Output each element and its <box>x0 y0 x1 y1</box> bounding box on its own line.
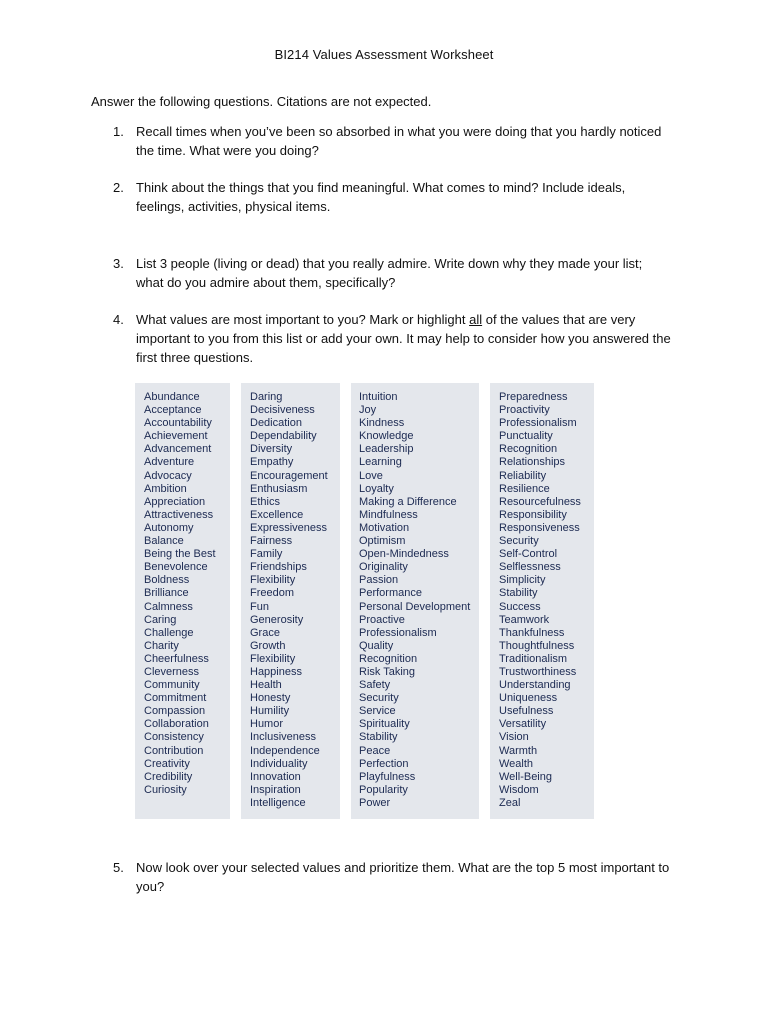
value-item: Advancement <box>144 443 212 456</box>
value-item: Collaboration <box>144 718 209 731</box>
value-item: Motivation <box>359 521 410 534</box>
value-item: Optimism <box>359 535 406 548</box>
question-number: 1. <box>113 124 124 139</box>
value-item: Diversity <box>250 443 293 456</box>
value-item: Intuition <box>359 391 398 403</box>
value-item: Empathy <box>250 456 294 469</box>
value-item: Leadership <box>359 443 414 456</box>
value-item: Daring <box>250 391 283 403</box>
value-item: Boldness <box>144 574 190 587</box>
value-item: Risk Taking <box>359 665 416 678</box>
value-item: Resilience <box>499 482 550 495</box>
value-item: Inclusiveness <box>250 731 317 744</box>
value-item: Open-Mindedness <box>359 548 449 561</box>
value-item: Professionalism <box>499 417 577 430</box>
value-item: Flexibility <box>250 652 296 665</box>
value-item: Playfulness <box>359 770 416 783</box>
value-item: Decisiveness <box>250 404 315 417</box>
value-item: Abundance <box>144 391 200 403</box>
value-item: Independence <box>250 744 320 757</box>
question-number: 3. <box>113 256 124 271</box>
value-item: Dedication <box>250 417 302 430</box>
value-item: Appreciation <box>144 495 206 508</box>
value-item: Recognition <box>499 443 558 456</box>
question-text <box>136 310 673 367</box>
value-item: Family <box>250 548 283 561</box>
value-item: Trustworthiness <box>499 665 577 678</box>
values-list-panel <box>135 383 594 819</box>
question-2 <box>113 178 673 216</box>
question-4 <box>113 310 673 367</box>
value-item: Humility <box>250 705 290 718</box>
values-column-4 <box>490 383 594 819</box>
value-item: Personal Development <box>359 600 471 613</box>
value-item: Brilliance <box>144 587 189 600</box>
value-item: Adventure <box>144 456 195 469</box>
value-item: Punctuality <box>499 430 553 443</box>
value-item: Caring <box>144 613 177 626</box>
intro-text: Answer the following questions. Citations are not expected. <box>91 94 432 109</box>
value-item: Zeal <box>499 796 521 809</box>
value-item: Individuality <box>250 757 308 770</box>
value-item: Balance <box>144 535 184 548</box>
value-item: Growth <box>250 639 286 652</box>
value-item: Achievement <box>144 430 208 443</box>
value-item: Peace <box>359 744 391 757</box>
value-item: Being the Best <box>144 548 216 561</box>
value-item: Charity <box>144 639 179 652</box>
value-item: Flexibility <box>250 574 296 587</box>
value-item: Usefulness <box>499 705 554 718</box>
value-item: Mindfulness <box>359 508 418 521</box>
value-item: Proactive <box>359 613 405 626</box>
document-title: BI214 Values Assessment Worksheet <box>274 47 494 62</box>
value-item: Passion <box>359 574 399 587</box>
value-item: Security <box>499 535 539 548</box>
value-item: Honesty <box>250 692 291 705</box>
value-item: Acceptance <box>144 404 202 417</box>
value-item: Uniqueness <box>499 692 558 705</box>
value-item: Excellence <box>250 508 304 521</box>
value-item: Grace <box>250 626 280 639</box>
question-text-part: What values are most important to you? Mark or highlight <box>136 312 470 327</box>
value-item: Relationships <box>499 456 566 469</box>
values-column-2 <box>241 383 340 819</box>
value-item: Perfection <box>359 757 409 770</box>
value-item: Freedom <box>250 587 295 600</box>
value-item: Teamwork <box>499 613 550 626</box>
value-item: Cheerfulness <box>144 652 209 665</box>
value-item: Reliability <box>499 469 547 482</box>
value-item: Professionalism <box>359 626 437 639</box>
value-item: Ambition <box>144 482 187 495</box>
question-text: List 3 people (living or dead) that you really admire. Write down why they made your list; what do you admire about them, specifically? <box>136 256 643 290</box>
value-item: Calmness <box>144 600 193 613</box>
question-number: 4. <box>113 312 124 327</box>
value-item: Quality <box>359 639 394 652</box>
value-item: Stability <box>359 731 398 744</box>
value-item: Enthusiasm <box>250 482 308 495</box>
value-item: Dependability <box>250 430 317 443</box>
underlined-word: all <box>469 312 483 327</box>
value-item: Well-Being <box>499 770 552 783</box>
value-item: Encouragement <box>250 469 328 482</box>
value-item: Wisdom <box>499 783 539 796</box>
value-item: Versatility <box>499 718 547 731</box>
value-item: Proactivity <box>499 404 550 417</box>
value-item: Preparedness <box>499 391 568 403</box>
value-item: Making a Difference <box>359 495 457 508</box>
value-item: Compassion <box>144 705 206 718</box>
value-item: Generosity <box>250 613 304 626</box>
value-item: Consistency <box>144 731 204 744</box>
value-item: Wealth <box>499 757 534 770</box>
value-item: Learning <box>359 456 402 469</box>
value-item: Performance <box>359 587 422 600</box>
value-item: Spirituality <box>359 718 410 731</box>
value-item: Security <box>359 692 399 705</box>
value-item: Simplicity <box>499 574 546 587</box>
value-item: Happiness <box>250 665 302 678</box>
value-item: Fairness <box>250 535 293 548</box>
question-1 <box>113 122 673 160</box>
value-item: Vision <box>499 731 529 744</box>
value-item: Friendships <box>250 561 307 574</box>
question-text: Now look over your selected values and prioritize them. What are the top 5 most important to you? <box>136 860 670 894</box>
value-item: Attractiveness <box>144 508 214 521</box>
value-item: Joy <box>359 404 377 417</box>
value-item: Success <box>499 600 541 613</box>
question-number: 5. <box>113 860 124 875</box>
value-item: Traditionalism <box>499 652 568 665</box>
values-column-3 <box>351 383 479 819</box>
value-item: Knowledge <box>359 430 414 443</box>
value-item: Thoughtfulness <box>499 639 575 652</box>
value-item: Warmth <box>499 744 538 757</box>
value-item: Originality <box>359 561 408 574</box>
value-item: Stability <box>499 587 538 600</box>
value-item: Loyalty <box>359 482 394 495</box>
value-item: Commitment <box>144 692 207 705</box>
value-item: Curiosity <box>144 783 187 796</box>
value-item: Responsibility <box>499 508 567 521</box>
value-item: Self-Control <box>499 548 558 561</box>
question-text: Think about the things that you find meaningful. What comes to mind? Include ideals, feelings, activities, physical items. <box>136 180 626 214</box>
question-3 <box>113 254 673 292</box>
value-item: Kindness <box>359 417 405 430</box>
question-number: 2. <box>113 180 124 195</box>
value-item: Resourcefulness <box>499 495 581 508</box>
value-item: Inspiration <box>250 783 301 796</box>
value-item: Selflessness <box>499 561 561 574</box>
value-item: Service <box>359 705 396 718</box>
value-item: Innovation <box>250 770 301 783</box>
value-item: Understanding <box>499 679 571 692</box>
value-item: Love <box>359 469 383 482</box>
value-item: Power <box>359 796 391 809</box>
value-item: Credibility <box>144 770 193 783</box>
value-item: Cleverness <box>144 665 200 678</box>
value-item: Thankfulness <box>499 626 565 639</box>
value-item: Recognition <box>359 652 418 665</box>
value-item: Expressiveness <box>250 521 328 534</box>
value-item: Humor <box>250 718 284 731</box>
question-text-part: of the values that are very important to you from this list or add your own. It may help to consider how you answered the first three questions. <box>136 312 671 365</box>
value-item: Benevolence <box>144 561 208 574</box>
value-item: Contribution <box>144 744 204 757</box>
value-item: Popularity <box>359 783 408 796</box>
value-item: Responsiveness <box>499 521 580 534</box>
question-5 <box>113 858 673 896</box>
value-item: Accountability <box>144 417 212 430</box>
values-column-1 <box>135 383 230 819</box>
value-item: Intelligence <box>250 796 306 809</box>
value-item: Safety <box>359 679 391 692</box>
value-item: Community <box>144 679 200 692</box>
value-item: Challenge <box>144 626 194 639</box>
value-item: Creativity <box>144 757 190 770</box>
value-item: Health <box>250 679 282 692</box>
value-item: Autonomy <box>144 521 194 534</box>
question-text: Recall times when you’ve been so absorbed in what you were doing that you hardly noticed the time. What were you doing? <box>136 124 662 158</box>
value-item: Fun <box>250 600 269 613</box>
value-item: Ethics <box>250 495 280 508</box>
value-item: Advocacy <box>144 469 192 482</box>
